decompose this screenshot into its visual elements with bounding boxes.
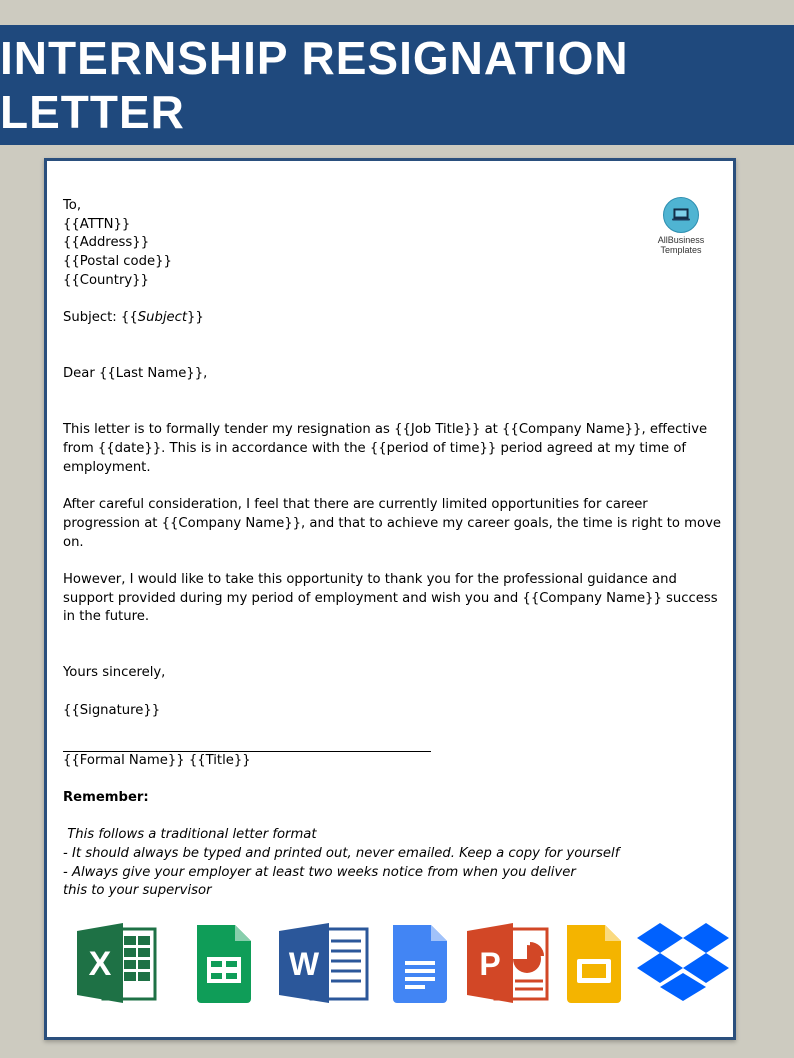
to-line: To, — [63, 198, 82, 213]
page-title: INTERNSHIP RESIGNATION LETTER — [0, 32, 629, 138]
signature: {{Signature}} — [63, 702, 161, 718]
word-icon — [277, 921, 371, 1005]
excel-icon — [75, 921, 159, 1005]
subject-line: Subject: {{Subject}} — [63, 310, 204, 326]
powerpoint-icon — [465, 921, 551, 1005]
formal-name: {{Formal Name}} {{Title}} — [63, 752, 251, 768]
google-slides-icon — [563, 921, 625, 1005]
paragraph-1: This letter is to formally tender my resignation as {{Job Title}} at {{Company Name}}, effective from {{date}}. This is in accordance with the {{period of time}} period agreed at my time of employment. — [63, 422, 708, 475]
address-line: {{Address}} — [63, 235, 150, 251]
svg-text:W: W — [288, 946, 320, 982]
country-line: {{Country}} — [63, 272, 149, 288]
note-3: - Always give your employer at least two weeks notice from when you deliver this to your supervisor — [63, 864, 576, 899]
paragraph-3: However, I would like to take this opportunity to thank you for the professional guidance and support provided during my period of employment and wish you and {{Company Name}} success in the future. — [63, 571, 718, 625]
google-sheets-icon — [193, 921, 255, 1005]
svg-text:X: X — [88, 945, 112, 983]
paragraph-2: After careful consideration, I feel that there are currently limited opportunities for career progression at {{Company Name}}, and that to achieve my career goals, the time is right to move on. — [63, 497, 721, 550]
note-2: - It should always be typed and printed out, never emailed. Keep a copy for yourself — [63, 846, 620, 862]
svg-text:P: P — [479, 946, 501, 982]
document-page — [44, 158, 736, 1040]
dropbox-icon — [635, 921, 731, 1009]
subject-value: Subject — [137, 310, 188, 326]
logo-line2: Templates — [660, 245, 702, 255]
remember-heading: Remember: — [63, 789, 149, 805]
google-docs-icon — [389, 921, 451, 1005]
attn-line: {{ATTN}} — [63, 216, 131, 232]
closing: Yours sincerely, — [63, 665, 166, 681]
note-1: This follows a traditional letter format — [63, 827, 317, 843]
salutation: Dear {{Last Name}}, — [63, 366, 208, 382]
logo-line1: AllBusiness — [657, 235, 705, 245]
postal-line: {{Postal code}} — [63, 254, 172, 270]
letter-body — [63, 197, 723, 899]
title-banner — [0, 25, 794, 145]
app-icons-row — [73, 921, 733, 1011]
